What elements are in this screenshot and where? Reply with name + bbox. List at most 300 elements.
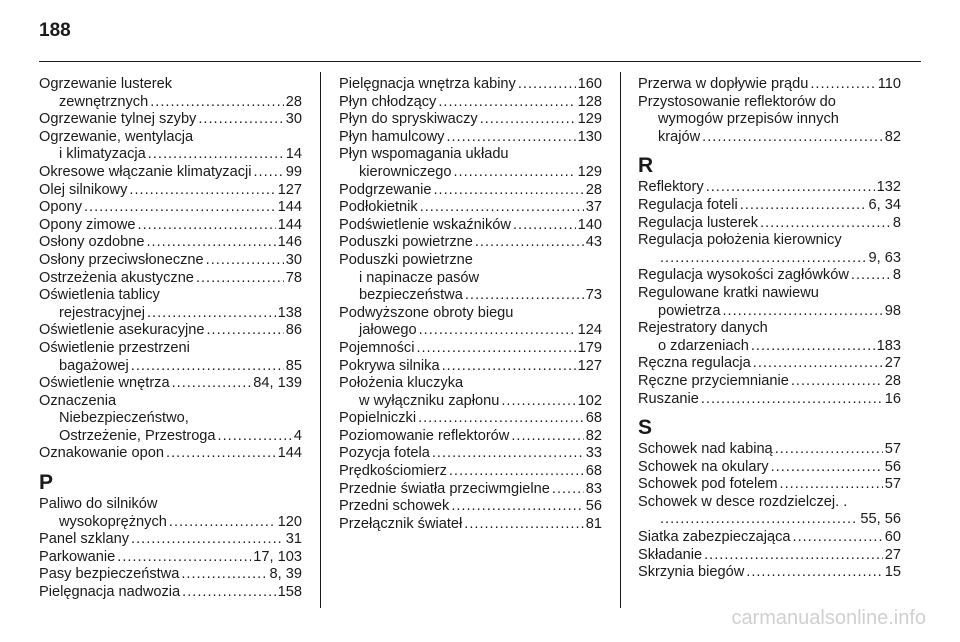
index-entry-line xyxy=(638,355,901,373)
page-reference: 68 xyxy=(585,463,602,480)
index-entry-line xyxy=(339,94,602,112)
index-term: bezpieczeństwa xyxy=(359,287,463,304)
dot-leader xyxy=(660,511,858,529)
page-reference: 8 xyxy=(892,267,901,284)
index-term: Oznaczenia xyxy=(39,392,117,409)
page-reference: 68 xyxy=(585,410,602,427)
index-term: Popielniczki xyxy=(339,410,417,427)
index-entry-line xyxy=(339,358,602,376)
index-entry-line xyxy=(339,445,602,463)
page-reference: 160 xyxy=(577,76,602,92)
index-term: Regulacja foteli xyxy=(638,196,738,213)
index-entry-line xyxy=(638,391,901,409)
index-entry-line xyxy=(39,428,302,446)
index-entry xyxy=(39,445,302,463)
index-entry-line xyxy=(39,410,302,428)
dot-leader xyxy=(432,445,584,463)
index-entry-line xyxy=(39,252,302,270)
dot-leader xyxy=(146,234,275,252)
index-entry-line xyxy=(638,547,901,565)
page-reference: 144 xyxy=(277,216,302,233)
page-reference: 30 xyxy=(285,111,302,128)
index-entry-line xyxy=(39,566,302,584)
page-reference: 28 xyxy=(585,181,602,198)
dot-leader xyxy=(434,182,584,200)
dot-leader xyxy=(513,217,576,235)
index-entry-line xyxy=(638,111,901,129)
index-entry xyxy=(638,529,901,547)
index-entry-line xyxy=(39,375,302,393)
dot-leader xyxy=(117,549,251,567)
page-reference: 138 xyxy=(277,304,302,321)
index-term: Oświetlenia tablicy xyxy=(39,287,160,304)
index-term: Pokrywa silnika xyxy=(339,357,440,374)
index-entry-line xyxy=(339,76,602,94)
dot-leader xyxy=(780,476,883,494)
index-entry xyxy=(638,285,901,320)
header-rule xyxy=(39,61,921,62)
page-reference: 102 xyxy=(577,392,602,409)
dot-leader xyxy=(480,111,576,129)
index-entry xyxy=(39,129,302,164)
index-entry xyxy=(638,564,901,582)
index-term: Położenia kluczyka xyxy=(339,375,464,392)
page-reference: 85 xyxy=(285,357,302,374)
dot-leader xyxy=(465,287,584,305)
page-reference: 43 xyxy=(585,234,602,251)
dot-leader xyxy=(449,463,584,481)
index-term: Pozycja fotela xyxy=(339,445,430,462)
index-entry xyxy=(39,199,302,217)
index-term: Panel szklany xyxy=(39,531,130,548)
index-term: Pielęgnacja nadwozia xyxy=(39,584,181,601)
index-entry xyxy=(339,199,602,217)
index-term: Schowek nad kabiną xyxy=(638,441,773,458)
dot-leader xyxy=(182,584,275,602)
dot-leader xyxy=(419,322,576,340)
page-reference: 82 xyxy=(585,427,602,444)
index-entry-line xyxy=(638,267,901,285)
index-entry xyxy=(638,373,901,391)
index-term: Regulacja położenia kierownicy xyxy=(638,232,842,249)
dot-leader xyxy=(660,250,867,268)
dot-leader xyxy=(418,410,584,428)
index-term: Osłony przeciwsłoneczne xyxy=(39,251,204,268)
dot-leader xyxy=(704,547,883,565)
dot-leader xyxy=(442,358,576,376)
index-entry-line xyxy=(39,76,302,94)
index-term: Podłokietnik xyxy=(339,199,418,216)
index-entry-line xyxy=(339,393,602,411)
page-reference: 84, 139 xyxy=(253,375,302,392)
page-reference: 183 xyxy=(876,337,901,354)
index-entry-line xyxy=(339,340,602,358)
index-entry-line xyxy=(339,428,602,446)
page-reference: 56 xyxy=(585,498,602,515)
index-entry xyxy=(638,459,901,477)
index-entry-line xyxy=(39,445,302,463)
index-term: Poduszki powietrzne xyxy=(339,234,473,251)
dot-leader xyxy=(138,217,276,235)
index-entry xyxy=(339,445,602,463)
page-reference: 8, 39 xyxy=(269,566,302,583)
index-entry-line xyxy=(638,320,901,338)
index-entry xyxy=(339,463,602,481)
index-entry-line xyxy=(339,287,602,305)
index-entry xyxy=(339,252,602,305)
index-term: Płyn hamulcowy xyxy=(339,128,445,145)
index-term: Ogrzewanie lusterek xyxy=(39,76,173,92)
index-term: Składanie xyxy=(638,546,703,563)
index-entry-line xyxy=(638,494,901,512)
index-entry xyxy=(39,111,302,129)
index-term: i klimatyzacja xyxy=(59,146,146,163)
dot-leader xyxy=(218,428,292,446)
page-reference: 127 xyxy=(577,357,602,374)
index-entry xyxy=(638,547,901,565)
index-entry-line xyxy=(39,234,302,252)
page-reference: 124 xyxy=(577,322,602,339)
index-entry xyxy=(638,94,901,147)
index-entry-line xyxy=(638,459,901,477)
index-entry xyxy=(39,164,302,182)
index-entry-line xyxy=(39,496,302,514)
index-term: Poziomowanie reflektorów xyxy=(339,427,510,444)
page-reference: 129 xyxy=(577,163,602,180)
index-entry xyxy=(339,217,602,235)
dot-leader xyxy=(775,441,883,459)
index-term: Prędkościomierz xyxy=(339,463,447,480)
index-term: Oświetlenie asekuracyjne xyxy=(39,322,205,339)
index-entry xyxy=(638,232,901,267)
index-term: wymogów przepisów innych xyxy=(658,111,839,128)
index-term: Parkowanie xyxy=(39,548,116,565)
dot-leader xyxy=(84,199,276,217)
index-entry-line xyxy=(638,76,901,94)
index-entry-line xyxy=(638,215,901,233)
index-entry xyxy=(39,531,302,549)
page-reference: 86 xyxy=(285,322,302,339)
page-reference: 56 xyxy=(884,458,901,475)
page-reference: 146 xyxy=(277,234,302,251)
index-entry-line xyxy=(39,182,302,200)
index-entry xyxy=(638,391,901,409)
dot-leader xyxy=(706,179,875,197)
page-reference: 129 xyxy=(577,111,602,128)
index-entry xyxy=(39,340,302,375)
index-entry-line xyxy=(339,410,602,428)
index-entry xyxy=(638,76,901,94)
page-reference: 140 xyxy=(577,216,602,233)
page-reference: 120 xyxy=(277,513,302,530)
index-term: Schowek pod fotelem xyxy=(638,476,778,493)
index-entry-line xyxy=(339,234,602,252)
index-entry xyxy=(339,375,602,410)
index-entry xyxy=(39,584,302,602)
page-reference: 17, 103 xyxy=(253,548,302,565)
index-entry-line xyxy=(638,564,901,582)
dot-leader xyxy=(129,182,275,200)
index-term: bagażowej xyxy=(59,357,129,374)
index-entry-line xyxy=(39,549,302,567)
page-reference: 110 xyxy=(877,76,901,92)
index-entry-line xyxy=(638,511,901,529)
index-entry-line xyxy=(339,146,602,164)
dot-leader xyxy=(760,215,891,233)
index-term: o zdarzeniach xyxy=(658,337,749,354)
index-term: Płyn chłodzący xyxy=(339,93,437,110)
index-entry xyxy=(339,129,602,147)
index-term: Płyn wspomagania układu xyxy=(339,146,509,163)
index-entry xyxy=(39,252,302,270)
index-entry-line xyxy=(339,199,602,217)
page-reference: 144 xyxy=(277,199,302,216)
dot-leader xyxy=(753,355,883,373)
index-term: Siatka zabezpieczająca xyxy=(638,529,791,546)
index-entry-line xyxy=(339,270,602,288)
index-entry xyxy=(638,267,901,285)
index-entry xyxy=(39,234,302,252)
index-letter-heading: P xyxy=(39,471,54,495)
index-entry xyxy=(39,322,302,340)
index-entry-line xyxy=(39,270,302,288)
index-entry-line xyxy=(39,322,302,340)
dot-leader xyxy=(150,94,284,112)
page-reference: 99 xyxy=(285,163,302,180)
dot-leader xyxy=(206,322,283,340)
index-term: i napinacze pasów xyxy=(359,269,480,286)
dot-leader xyxy=(166,445,276,463)
index-entry-line xyxy=(638,197,901,215)
index-entry xyxy=(638,197,901,215)
page-reference: 132 xyxy=(876,179,901,196)
index-entry-line xyxy=(339,252,602,270)
column-divider xyxy=(320,72,321,608)
index-term: Przednie światła przeciwmgielne xyxy=(339,480,550,497)
dot-leader xyxy=(131,531,284,549)
dot-leader xyxy=(701,391,883,409)
page-number: 188 xyxy=(39,20,71,41)
index-entry-line xyxy=(39,514,302,532)
dot-leader xyxy=(851,267,891,285)
index-column-2 xyxy=(339,76,602,533)
page-reference: 57 xyxy=(884,476,901,493)
index-entry-line xyxy=(638,338,901,356)
index-term: Niebezpieczeństwo, xyxy=(59,410,189,427)
index-entry-line xyxy=(339,164,602,182)
page-reference: 128 xyxy=(577,93,602,110)
index-term: Reflektory xyxy=(638,179,704,196)
index-entry-line xyxy=(339,498,602,516)
index-entry xyxy=(638,355,901,373)
index-entry xyxy=(39,76,302,111)
index-term: rejestracyjnej xyxy=(59,304,145,321)
index-entry-line xyxy=(638,94,901,112)
index-entry xyxy=(39,375,302,393)
page-reference: 16 xyxy=(884,390,901,407)
index-term: jałowego xyxy=(359,322,417,339)
dot-leader xyxy=(446,129,575,147)
index-entry xyxy=(638,476,901,494)
index-entry xyxy=(39,217,302,235)
index-term: kierowniczego xyxy=(359,163,452,180)
dot-leader xyxy=(791,373,883,391)
index-entry xyxy=(39,393,302,446)
index-term: Płyn do spryskiwaczy xyxy=(339,111,478,128)
index-term: wysokoprężnych xyxy=(59,513,167,530)
dot-leader xyxy=(751,338,875,356)
dot-leader xyxy=(464,516,583,534)
index-term: Okresowe włączanie klimatyzacji xyxy=(39,163,252,180)
index-term: Rejestratory danych xyxy=(638,320,768,337)
index-entry-line xyxy=(638,441,901,459)
index-term: Ręczna regulacja xyxy=(638,355,751,372)
page-reference: 37 xyxy=(585,199,602,216)
index-term: Przerwa w dopływie prądu xyxy=(638,76,809,92)
index-entry xyxy=(638,215,901,233)
page-reference: 55, 56 xyxy=(860,511,901,528)
index-entry-line xyxy=(339,481,602,499)
index-entry-line xyxy=(39,393,302,411)
index-term: Regulacja lusterek xyxy=(638,214,759,231)
index-entry-line xyxy=(339,129,602,147)
page-reference: 30 xyxy=(285,251,302,268)
index-entry xyxy=(638,320,901,355)
index-term: Ruszanie xyxy=(638,390,699,407)
index-entry xyxy=(39,496,302,531)
index-entry-line xyxy=(39,217,302,235)
dot-leader xyxy=(148,146,284,164)
index-term: powietrza xyxy=(658,302,721,319)
index-entry-line xyxy=(39,146,302,164)
index-entry-line xyxy=(339,516,602,534)
index-term: Paliwo do silników xyxy=(39,496,158,513)
watermark: carmanualsonline.info xyxy=(731,607,926,629)
dot-leader xyxy=(722,303,882,321)
index-term: Pielęgnacja wnętrza kabiny xyxy=(339,76,516,92)
index-entry-line xyxy=(638,303,901,321)
index-entry-line xyxy=(39,129,302,147)
index-entry-line xyxy=(339,182,602,200)
index-term: Przedni schowek xyxy=(339,498,450,515)
index-entry-line xyxy=(638,373,901,391)
index-term: Opony zimowe xyxy=(39,216,136,233)
index-term: Ostrzeżenie, Przestroga xyxy=(59,427,216,444)
index-entry xyxy=(339,340,602,358)
page-reference: 83 xyxy=(585,480,602,497)
dot-leader xyxy=(169,514,276,532)
index-entry-line xyxy=(39,164,302,182)
page-reference: 8 xyxy=(892,214,901,231)
page-reference: 4 xyxy=(293,427,302,444)
index-entry-line xyxy=(39,358,302,376)
index-term: Skrzynia biegów xyxy=(638,564,745,581)
index-entry xyxy=(339,428,602,446)
index-term: Przełącznik świateł xyxy=(339,515,463,532)
index-entry xyxy=(638,441,901,459)
dot-leader xyxy=(475,234,584,252)
dot-leader xyxy=(518,76,576,94)
index-column-1 xyxy=(39,76,302,602)
index-term: w wyłączniku zapłonu xyxy=(359,392,500,409)
page-reference: 127 xyxy=(277,181,302,198)
page-reference: 98 xyxy=(884,302,901,319)
index-term: Regulowane kratki nawiewu xyxy=(638,284,819,301)
page-reference: 28 xyxy=(884,372,901,389)
index-term: Pojemności xyxy=(339,339,415,356)
index-term: Pasy bezpieczeństwa xyxy=(39,566,180,583)
index-term: Poduszki powietrzne xyxy=(339,251,473,268)
dot-leader xyxy=(501,393,575,411)
index-entry xyxy=(339,481,602,499)
dot-leader xyxy=(771,459,883,477)
dot-leader xyxy=(131,358,284,376)
dot-leader xyxy=(702,129,883,147)
page-reference: 33 xyxy=(585,445,602,462)
page-reference: 9, 63 xyxy=(868,249,901,266)
index-entry xyxy=(339,516,602,534)
index-term: Osłony ozdobne xyxy=(39,234,145,251)
index-term: Olej silnikowy xyxy=(39,181,128,198)
index-term: Ręczne przyciemnianie xyxy=(638,372,789,389)
index-term: Regulacja wysokości zagłówków xyxy=(638,267,849,284)
index-letter-heading: R xyxy=(638,154,654,178)
index-entry xyxy=(39,287,302,322)
dot-leader xyxy=(451,498,583,516)
index-entry-line xyxy=(638,179,901,197)
dot-leader xyxy=(453,164,575,182)
index-entry xyxy=(638,494,901,529)
page-reference: 14 xyxy=(285,146,302,163)
column-divider xyxy=(620,72,621,608)
index-entry xyxy=(339,94,602,112)
page-reference: 15 xyxy=(884,564,901,581)
dot-leader xyxy=(810,76,875,94)
index-entry xyxy=(638,179,901,197)
index-entry xyxy=(39,549,302,567)
page-reference: 82 xyxy=(884,128,901,145)
index-entry-line xyxy=(339,111,602,129)
index-entry-line xyxy=(39,199,302,217)
page-reference: 31 xyxy=(285,531,302,548)
index-letter-heading: S xyxy=(638,416,653,440)
index-entry xyxy=(39,566,302,584)
index-entry xyxy=(339,305,602,340)
index-term: Ostrzeżenia akustyczne xyxy=(39,269,194,286)
index-term: Przystosowanie reflektorów do xyxy=(638,93,836,110)
page-reference: 73 xyxy=(585,287,602,304)
index-column-3 xyxy=(638,76,901,582)
page-reference: 27 xyxy=(884,546,901,563)
page-reference: 78 xyxy=(285,269,302,286)
index-term: Podgrzewanie xyxy=(339,181,432,198)
index-entry-line xyxy=(39,94,302,112)
index-entry xyxy=(339,182,602,200)
page-reference: 60 xyxy=(884,529,901,546)
dot-leader xyxy=(793,529,883,547)
index-entry-line xyxy=(39,340,302,358)
dot-leader xyxy=(147,305,276,323)
page-reference: 130 xyxy=(577,128,602,145)
page-reference: 144 xyxy=(277,445,302,462)
index-entry-line xyxy=(339,375,602,393)
index-term: Oznakowanie opon xyxy=(39,445,164,462)
index-entry xyxy=(39,270,302,288)
dot-leader xyxy=(511,428,583,446)
index-entry-line xyxy=(39,305,302,323)
index-term: krajów xyxy=(658,128,701,145)
index-entry xyxy=(339,111,602,129)
